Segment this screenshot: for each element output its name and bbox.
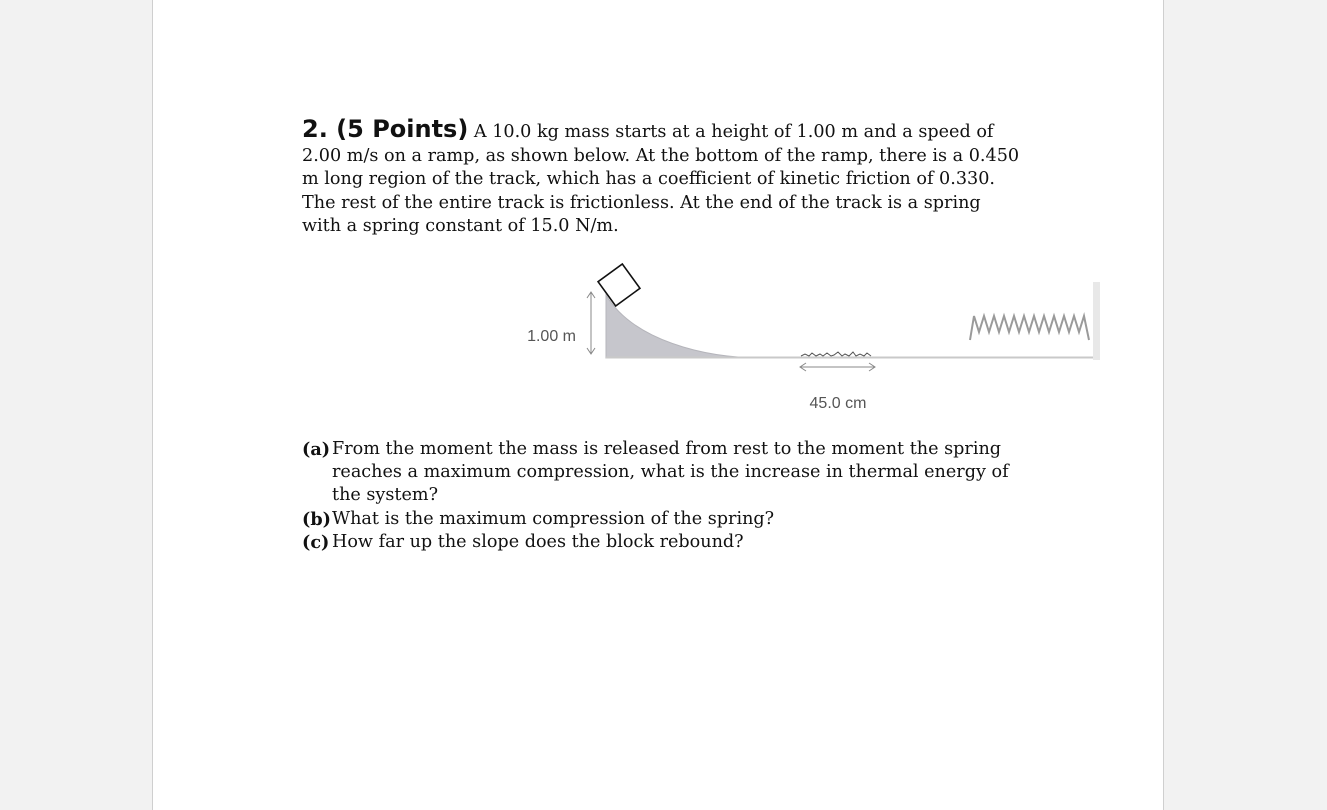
figure-svg [363,260,963,420]
problem-number: 2. (5 Points) [302,115,469,143]
part-c-tag: (c) [302,531,330,553]
document-page [152,0,1164,810]
part-a-text: From the moment the mass is released from rest to the moment the spring reaches a maximum compression, what is the increase in thermal energy of the system? [332,439,1009,506]
mass-block [598,264,640,306]
part-b-text: What is the maximum compression of the spring? [332,508,775,529]
problem-statement [302,115,1022,239]
part-c-text: How far up the slope does the block rebound? [332,531,744,552]
wall [1093,282,1100,360]
height-arrow [587,292,595,354]
friction-region [801,352,871,356]
problem-parts [302,438,1022,554]
part-a [302,438,1022,508]
problem-text: A 10.0 kg mass starts at a height of 1.00 m and a speed of 2.00 m/s on a ramp, as shown below. At the bottom of the ramp, there is a 0.450 m long region of the track, which has a coefficient of kinetic friction of 0.330. The rest of the entire track is frictionless. At the end of the track is a spring with a spring constant of 15.0 N/m. [302,122,1020,236]
height-label: 1.00 m [527,328,576,345]
ramp-spring-figure [363,260,963,420]
length-arrow [800,363,875,371]
spring [970,316,1089,340]
ramp-shape [606,295,763,358]
part-b-tag: (b) [302,508,331,530]
part-b [302,508,1022,531]
part-c [302,531,1022,554]
length-label: 45.0 cm [809,395,867,412]
part-a-tag: (a) [302,439,331,460]
